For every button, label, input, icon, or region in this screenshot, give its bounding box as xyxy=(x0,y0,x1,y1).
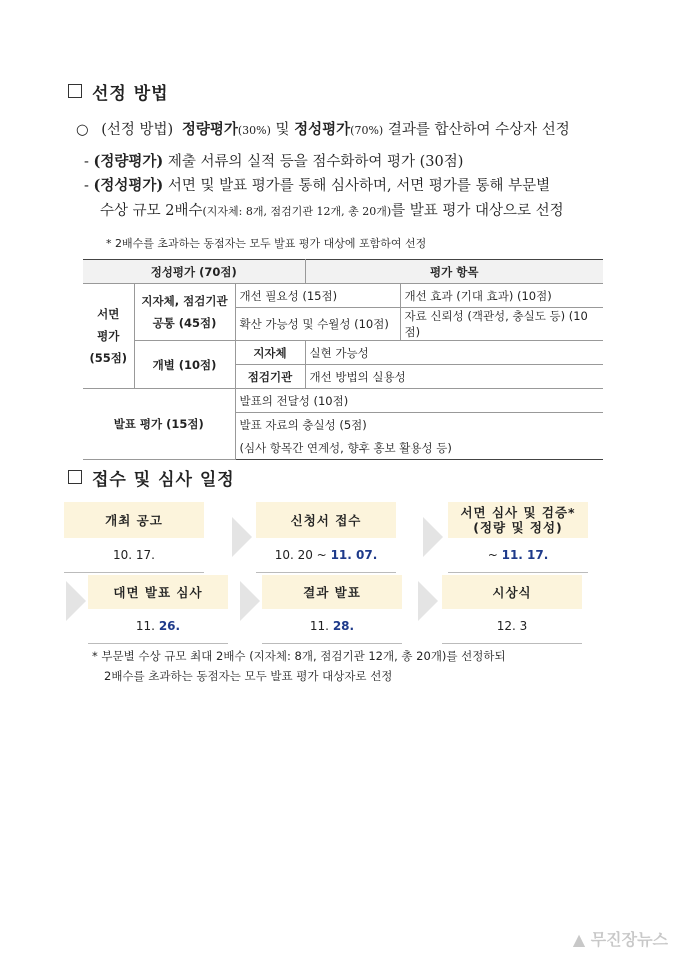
table-cell: 개선 방법의 실용성 xyxy=(305,365,603,389)
date-text: 11. xyxy=(309,619,329,633)
quantitative-text: 제출 서류의 실적 등을 점수화하여 평가 (30점) xyxy=(167,154,464,170)
schedule-step-application xyxy=(256,502,396,573)
watermark-text: 무진장뉴스 xyxy=(590,930,668,949)
schedule-step-presentation xyxy=(88,575,228,644)
checkbox-square-icon xyxy=(68,470,82,484)
qualitative-line2-a: 수상 규모 2배수 xyxy=(100,203,203,219)
qualitative-line2-small: (지자체: 8개, 점검기관 12개, 총 20개) xyxy=(202,205,392,218)
selection-footnote: * 2배수를 초과하는 동점자는 모두 발표 평가 대상에 포함하여 선정 xyxy=(106,237,427,250)
date-text: 12. 3 xyxy=(496,619,528,633)
arrow-right-icon xyxy=(232,517,252,557)
section-title-selection: 선정 방법 xyxy=(68,79,169,104)
written-eval-label xyxy=(83,284,134,389)
date-highlight: 26. xyxy=(158,619,181,633)
table-cell: 개선 효과 (기대 효과) (10점) xyxy=(400,284,603,308)
quantitative-line: - (정량평가) 제출 서류의 실적 등을 점수화하여 평가 (30점) xyxy=(84,153,464,170)
section-title-schedule: 접수 및 심사 일정 xyxy=(68,465,235,490)
org-local-gov: 지자체 xyxy=(235,341,305,365)
step-date xyxy=(64,538,204,573)
date-highlight: 11. 07. xyxy=(330,548,378,562)
schedule-step-announcement xyxy=(64,502,204,573)
quantitative-term: 정량평가 xyxy=(181,121,238,138)
watermark-mountain-icon: ▲ xyxy=(572,930,586,949)
common-label xyxy=(134,284,235,341)
step-title: 시상식 xyxy=(442,575,582,609)
common-label-1: 지자체, 점검기관 xyxy=(141,294,228,308)
table-cell: 확산 가능성 및 수월성 (10점) xyxy=(235,308,400,341)
presentation-eval-label: 발표 평가 (15점) xyxy=(83,389,235,460)
arrow-right-icon xyxy=(423,517,443,557)
table-cell: (심사 항목간 연계성, 향후 홍보 활용성 등) xyxy=(235,436,603,460)
schedule-note-1: * 부문별 수상 규모 최대 2배수 (지자체: 8개, 점검기관 12개, 총 20개)를 선정하되 xyxy=(92,649,506,663)
common-label-2: 공통 (45점) xyxy=(152,316,217,330)
selection-method-bullet xyxy=(76,118,570,139)
date-text: ~ xyxy=(487,548,498,562)
schedule-note-2: 2배수를 초과하는 동점자는 모두 발표 평가 대상자로 선정 xyxy=(104,669,393,683)
header-qualitative: 정성평가 (70점) xyxy=(83,260,305,284)
date-text: 11. xyxy=(135,619,155,633)
table-cell: 실현 가능성 xyxy=(305,341,603,365)
step-title: 신청서 접수 xyxy=(256,502,396,538)
arrow-right-icon xyxy=(240,581,260,621)
header-items: 평가 항목 xyxy=(305,260,603,284)
date-highlight: 11. 17. xyxy=(501,548,549,562)
date-text: 10. 20 ~ xyxy=(274,548,327,562)
conj: 및 xyxy=(275,122,290,138)
bullet-label: (선정 방법) xyxy=(101,122,174,138)
checkbox-square-icon xyxy=(68,84,82,98)
step-title: 결과 발표 xyxy=(262,575,402,609)
qualitative-term: 정성평가 xyxy=(294,121,351,138)
individual-label: 개별 (10점) xyxy=(134,341,235,389)
step-title-line2: (정량 및 정성) xyxy=(473,520,563,535)
qualitative-text: 서면 및 발표 평가를 통해 심사하며, 서면 평가를 통해 부문별 xyxy=(167,178,551,194)
table-row xyxy=(83,341,603,365)
step-title-line1: 서면 심사 및 검증* xyxy=(460,505,576,520)
qualitative-line: - (정성평가) 서면 및 발표 평가를 통해 심사하며, 서면 평가를 통해 부문별 xyxy=(84,177,551,194)
evaluation-table xyxy=(83,259,603,460)
date-text: 10. 17. xyxy=(113,548,155,562)
qualitative-pct: (70%) xyxy=(350,124,384,137)
table-row xyxy=(83,389,603,413)
arrow-right-icon xyxy=(418,581,438,621)
qualitative-line-2 xyxy=(100,199,564,220)
qualitative-line2-b: 를 발표 평가 대상으로 선정 xyxy=(391,203,564,219)
schedule-step-written-review xyxy=(448,502,588,573)
quantitative-pct: (30%) xyxy=(237,124,271,137)
step-date xyxy=(262,609,402,644)
org-inspection-agency: 점검기관 xyxy=(235,365,305,389)
date-highlight: 28. xyxy=(332,619,355,633)
step-date xyxy=(256,538,396,573)
schedule-step-awards xyxy=(442,575,582,644)
table-cell: 자료 신뢰성 (객관성, 충실도 등) (10점) xyxy=(400,308,603,341)
schedule-step-result xyxy=(262,575,402,644)
bullet-tail: 결과를 합산하여 수상자 선정 xyxy=(387,122,570,138)
table-row xyxy=(83,284,603,308)
step-date xyxy=(442,609,582,644)
written-label-2: 평가 xyxy=(97,329,120,343)
step-title: 대면 발표 심사 xyxy=(88,575,228,609)
qualitative-label: (정성평가) xyxy=(93,177,164,194)
step-title: 개최 공고 xyxy=(64,502,204,538)
quantitative-label: (정량평가) xyxy=(93,153,164,170)
table-cell: 개선 필요성 (15점) xyxy=(235,284,400,308)
table-cell: 발표 자료의 충실성 (5점) xyxy=(235,413,603,437)
table-cell: 발표의 전달성 (10점) xyxy=(235,389,603,413)
watermark-logo xyxy=(573,927,668,950)
circle-bullet: ○ xyxy=(76,122,89,138)
arrow-right-icon xyxy=(66,581,86,621)
step-title xyxy=(448,502,588,538)
written-label-3: (55점) xyxy=(89,351,128,365)
step-date xyxy=(448,538,588,573)
table-header-row xyxy=(83,260,603,284)
step-date xyxy=(88,609,228,644)
written-label-1: 서면 xyxy=(97,307,120,321)
